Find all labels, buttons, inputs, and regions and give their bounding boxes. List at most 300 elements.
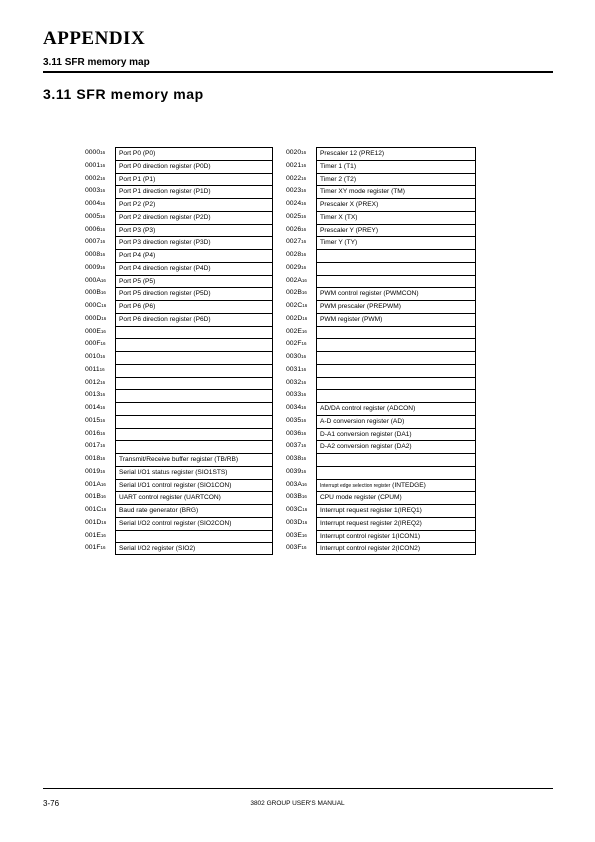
register-cell (115, 224, 273, 237)
address-hex-suffix: 16 (301, 430, 307, 436)
address-hex-suffix: 16 (100, 201, 106, 206)
address-label: 001016 (85, 353, 106, 360)
memory-map-row (286, 147, 476, 160)
address-label: 000816 (85, 251, 106, 258)
address-hex-suffix: 16 (301, 290, 307, 296)
memory-map-row (286, 211, 476, 224)
address-label: 003916 (286, 467, 307, 475)
register-cell (316, 300, 476, 313)
address-label: 003B16 (286, 493, 307, 501)
register-name: Baud rate generator (BRG) (119, 507, 199, 514)
address-hex-suffix: 16 (100, 328, 106, 334)
register-name: Prescaler Y (PREY) (320, 226, 379, 234)
address-hex-suffix: 16 (301, 468, 307, 474)
register-name: D-A2 conversion register (DA2) (320, 443, 412, 451)
address-hex-suffix: 16 (100, 213, 106, 219)
memory-map-row (286, 542, 476, 555)
register-name: Prescaler X (PREX) (320, 201, 379, 208)
memory-map-row (286, 364, 476, 377)
manual-title: 3802 GROUP USER'S MANUAL (250, 800, 345, 807)
address-label: 001516 (85, 416, 106, 424)
memory-map-row (286, 389, 476, 402)
memory-map-row (286, 491, 476, 504)
register-cell (115, 287, 273, 300)
address-label: 000916 (85, 263, 106, 271)
register-name: Port P3 (P3) (119, 226, 156, 234)
memory-map-row (85, 542, 273, 555)
address-hex-suffix: 16 (301, 545, 307, 551)
address-hex-suffix: 16 (302, 315, 308, 321)
memory-map-row (286, 160, 476, 173)
register-name: Timer XY mode register (TM) (320, 188, 406, 196)
register-cell (115, 440, 273, 453)
register-name: PWM prescaler (PREPWM) (320, 303, 401, 310)
address-label: 000316 (85, 187, 106, 195)
register-cell (115, 377, 273, 390)
address-label: 001716 (85, 442, 106, 450)
address-label: 001316 (85, 391, 106, 399)
memory-map-row (85, 491, 273, 504)
address-hex-suffix: 16 (100, 392, 106, 398)
memory-map-row (85, 504, 273, 517)
register-name: UART control register (UARTCON) (119, 494, 221, 502)
register-name-tail: (INTEDGE) (390, 481, 426, 489)
address-hex-suffix: 16 (100, 188, 106, 194)
register-cell (316, 364, 476, 377)
memory-map-row (286, 428, 476, 441)
register-cell (115, 198, 273, 211)
address-hex-suffix: 16 (101, 507, 107, 512)
address-label: 000A16 (85, 276, 106, 284)
address-hex-suffix: 16 (302, 303, 308, 308)
memory-map-row (286, 504, 476, 517)
register-cell (316, 249, 476, 262)
memory-map-row (85, 364, 273, 377)
appendix-heading: APPENDIX (43, 28, 146, 49)
memory-map-row (85, 389, 273, 402)
register-cell (316, 530, 476, 543)
address-label: 000F16 (85, 340, 106, 348)
register-name: Port P2 direction register (P2D) (119, 213, 211, 221)
address-label: 003A16 (286, 480, 307, 488)
register-cell (115, 185, 273, 198)
address-hex-suffix: 16 (301, 341, 307, 347)
register-name: Timer Y (TY) (320, 239, 358, 247)
address-label: 002816 (286, 251, 307, 258)
address-label: 001B16 (85, 493, 106, 501)
address-label: 000E16 (85, 327, 106, 335)
address-hex-suffix: 16 (301, 162, 307, 168)
address-label: 002916 (286, 263, 307, 271)
address-label: 002F16 (286, 340, 307, 348)
footer-divider (43, 788, 553, 789)
section-title: 3.11 SFR memory map (43, 86, 204, 102)
address-hex-suffix: 16 (101, 303, 107, 308)
memory-map-row (85, 275, 273, 288)
memory-map-row (286, 415, 476, 428)
register-cell (316, 173, 476, 186)
register-cell (316, 287, 476, 300)
register-name: Port P6 direction register (P6D) (119, 315, 211, 323)
memory-map-row (286, 326, 476, 339)
register-cell (316, 275, 476, 288)
address-label: 003E16 (286, 531, 307, 539)
memory-map-row (85, 453, 273, 466)
memory-map-row (85, 160, 273, 173)
address-hex-suffix: 16 (301, 175, 307, 181)
register-name: Timer 2 (T2) (320, 175, 357, 183)
address-label: 003116 (286, 365, 307, 373)
address-label: 000416 (85, 200, 106, 207)
register-cell (115, 479, 273, 492)
address-hex-suffix: 16 (301, 328, 307, 334)
memory-map-row (85, 211, 273, 224)
memory-map-row (286, 351, 476, 364)
address-label: 001116 (85, 365, 105, 373)
address-hex-suffix: 16 (301, 443, 307, 449)
address-label: 000B16 (85, 289, 106, 297)
register-cell (115, 389, 273, 402)
address-hex-suffix: 16 (100, 162, 106, 168)
address-hex-suffix: 16 (100, 430, 106, 436)
address-label: 003516 (286, 416, 307, 424)
register-name: Interrupt control register 1(ICON1) (320, 532, 421, 540)
register-cell (316, 338, 476, 351)
memory-map-row (85, 287, 273, 300)
address-label: 001916 (85, 467, 106, 475)
address-label: 001E16 (85, 531, 106, 539)
address-hex-suffix: 16 (301, 213, 307, 219)
memory-map-row (286, 287, 476, 300)
register-name: D-A1 conversion register (DA1) (320, 430, 412, 438)
address-hex-suffix: 16 (301, 150, 307, 155)
address-label: 003216 (286, 378, 307, 386)
address-hex-suffix: 16 (301, 366, 307, 372)
address-hex-suffix: 16 (301, 201, 307, 206)
memory-map-row (85, 415, 273, 428)
register-name: Interrupt request register 2(IREQ2) (320, 519, 422, 527)
register-name: Timer 1 (T1) (320, 162, 357, 170)
address-hex-suffix: 16 (101, 519, 107, 525)
register-cell (115, 351, 273, 364)
register-cell (316, 453, 476, 466)
address-hex-suffix: 16 (100, 239, 106, 245)
register-name: Serial I/O1 status register (SIO1STS) (119, 468, 228, 476)
address-label: 000016 (85, 149, 106, 156)
memory-map-row (85, 173, 273, 186)
address-hex-suffix: 16 (301, 239, 307, 245)
address-label: 000C16 (85, 302, 107, 309)
address-label: 001616 (85, 429, 106, 437)
address-hex-suffix: 16 (301, 188, 307, 194)
address-hex-suffix: 16 (301, 481, 307, 487)
memory-map-row (85, 530, 273, 543)
register-cell (316, 147, 476, 160)
register-cell (316, 428, 476, 441)
address-hex-suffix: 16 (100, 252, 106, 257)
register-cell (316, 262, 476, 275)
register-cell (115, 313, 273, 326)
register-cell (316, 402, 476, 415)
memory-map-row (85, 249, 273, 262)
address-label: 001D16 (85, 518, 107, 526)
memory-map-row (85, 440, 273, 453)
register-cell (316, 351, 476, 364)
register-name: Port P5 (P5) (119, 277, 156, 285)
register-name: Serial I/O1 control register (SIO1CON) (119, 481, 232, 489)
address-label: 003416 (286, 404, 307, 411)
memory-map-row (286, 185, 476, 198)
memory-map-row (286, 198, 476, 211)
address-label: 003316 (286, 391, 307, 399)
memory-map-row (85, 377, 273, 390)
memory-map-row (85, 402, 273, 415)
address-label: 001C16 (85, 506, 107, 513)
address-hex-suffix: 16 (100, 226, 106, 232)
register-cell (115, 504, 273, 517)
address-label: 002D16 (286, 314, 308, 322)
address-label: 002216 (286, 174, 307, 182)
address-label: 000616 (85, 225, 106, 233)
memory-map-row (286, 530, 476, 543)
address-hex-suffix: 16 (301, 456, 307, 461)
address-label: 003F16 (286, 544, 307, 552)
address-hex-suffix: 16 (302, 507, 308, 512)
address-hex-suffix: 16 (301, 277, 307, 283)
address-label: 002416 (286, 200, 307, 207)
address-hex-suffix: 16 (301, 379, 307, 385)
address-hex-suffix: 16 (301, 354, 307, 359)
register-cell (115, 517, 273, 530)
register-cell (115, 415, 273, 428)
register-cell (115, 173, 273, 186)
memory-map-row (85, 313, 273, 326)
address-hex-suffix: 16 (100, 379, 106, 385)
memory-map-row (286, 517, 476, 530)
memory-map-left-column (85, 147, 273, 555)
address-label: 000D16 (85, 314, 107, 322)
address-hex-suffix: 16 (100, 532, 106, 538)
address-label: 003616 (286, 429, 307, 437)
address-label: 002316 (286, 187, 307, 195)
memory-map-right-column (286, 147, 476, 555)
register-name: Transmit/Receive buffer register (TB/RB) (119, 456, 239, 463)
address-hex-suffix: 16 (301, 494, 307, 500)
address-hex-suffix: 16 (301, 532, 307, 538)
register-cell (115, 326, 273, 339)
address-label: 002B16 (286, 289, 307, 297)
address-label: 003716 (286, 442, 307, 450)
address-label: 003816 (286, 455, 307, 462)
address-label: 000116 (85, 161, 106, 169)
register-cell (316, 517, 476, 530)
page-number: 3-76 (43, 799, 60, 808)
address-label: 002016 (286, 149, 307, 156)
register-name: Port P3 direction register (P3D) (119, 239, 211, 247)
register-cell (316, 160, 476, 173)
address-label: 002A16 (286, 276, 307, 284)
memory-map-row (286, 262, 476, 275)
register-cell (115, 364, 273, 377)
address-hex-suffix: 16 (101, 315, 107, 321)
address-hex-suffix: 16 (100, 277, 106, 283)
register-cell (115, 453, 273, 466)
address-hex-suffix: 16 (100, 494, 106, 500)
memory-map-row (85, 300, 273, 313)
register-name: Port P4 direction register (P4D) (119, 264, 211, 272)
register-cell (316, 491, 476, 504)
address-label: 001216 (85, 378, 106, 386)
address-label: 001A16 (85, 480, 106, 488)
memory-map-row (286, 173, 476, 186)
address-label: 003C16 (286, 506, 308, 513)
register-cell (115, 275, 273, 288)
register-name: Interrupt control register 2(ICON2) (320, 545, 421, 553)
memory-map-row (85, 224, 273, 237)
register-cell (115, 491, 273, 504)
register-name: Port P0 direction register (P0D) (119, 162, 211, 170)
address-label: 000716 (85, 238, 106, 246)
address-hex-suffix: 16 (301, 392, 307, 398)
section-header-bar: 3.11 SFR memory map (43, 57, 553, 73)
address-label: 001816 (85, 455, 106, 462)
register-cell (115, 236, 273, 249)
register-name: CPU mode register (CPUM) (320, 494, 402, 502)
memory-map-row (286, 338, 476, 351)
register-name: Port P6 (P6) (119, 303, 156, 310)
memory-map-row (286, 275, 476, 288)
address-hex-suffix: 16 (100, 264, 106, 270)
memory-map-row (85, 198, 273, 211)
register-cell (115, 211, 273, 224)
register-cell (115, 338, 273, 351)
address-label: 001416 (85, 404, 106, 411)
address-label: 000516 (85, 212, 106, 220)
memory-map-row (286, 249, 476, 262)
register-cell (316, 313, 476, 326)
memory-map-row (85, 147, 273, 160)
address-label: 002616 (286, 225, 307, 233)
address-hex-suffix: 16 (100, 468, 106, 474)
address-hex-suffix: 16 (100, 405, 106, 410)
memory-map-row (85, 428, 273, 441)
memory-map-row (286, 466, 476, 479)
memory-map-row (286, 402, 476, 415)
memory-map-row (286, 440, 476, 453)
register-cell (115, 249, 273, 262)
register-name: A-D conversion register (AD) (320, 417, 405, 425)
address-hex-suffix: 16 (100, 290, 106, 296)
register-cell (316, 466, 476, 479)
register-cell (316, 377, 476, 390)
register-name: Serial I/O2 register (SIO2) (119, 545, 196, 553)
memory-map-row (286, 453, 476, 466)
register-cell (115, 160, 273, 173)
address-hex-suffix: 16 (302, 519, 308, 525)
register-cell (115, 147, 273, 160)
address-hex-suffix: 16 (100, 417, 106, 423)
memory-map-row (85, 185, 273, 198)
memory-map-row (85, 479, 273, 492)
address-hex-suffix: 16 (100, 443, 106, 449)
register-cell (316, 440, 476, 453)
address-label: 000216 (85, 174, 106, 182)
address-label: 002C16 (286, 302, 308, 309)
register-name: Prescaler 12 (PRE12) (320, 150, 385, 157)
memory-map-row (85, 466, 273, 479)
address-label: 002516 (286, 212, 307, 220)
memory-map-row (286, 313, 476, 326)
register-name: AD/DA control register (ADCON) (320, 405, 416, 412)
register-name: PWM register (PWM) (320, 315, 383, 323)
address-label: 003D16 (286, 518, 308, 526)
register-cell (115, 428, 273, 441)
memory-map-row (286, 377, 476, 390)
register-cell (316, 224, 476, 237)
address-hex-suffix: 16 (301, 405, 307, 410)
register-name: Timer X (TX) (320, 213, 358, 221)
address-label: 002716 (286, 238, 307, 246)
address-label: 002116 (286, 161, 307, 169)
register-cell (115, 402, 273, 415)
address-hex-suffix: 16 (100, 354, 106, 359)
memory-map-row (85, 517, 273, 530)
register-name: Serial I/O2 control register (SIO2CON) (119, 519, 232, 527)
address-hex-suffix: 16 (301, 252, 307, 257)
register-cell (115, 300, 273, 313)
address-hex-suffix: 16 (100, 341, 106, 347)
register-cell (316, 185, 476, 198)
register-cell (316, 504, 476, 517)
address-hex-suffix: 16 (100, 150, 106, 155)
register-cell (115, 262, 273, 275)
register-name: Port P0 (P0) (119, 150, 156, 157)
address-label: 003016 (286, 353, 307, 360)
register-cell (316, 198, 476, 211)
address-label: 002E16 (286, 327, 307, 335)
address-hex-suffix: 16 (301, 417, 307, 423)
memory-map-row (85, 326, 273, 339)
register-name: Port P4 (P4) (119, 252, 156, 259)
address-label: 001F16 (85, 544, 106, 552)
register-cell (316, 479, 476, 492)
memory-map-row (85, 236, 273, 249)
address-hex-suffix: 16 (100, 481, 106, 487)
memory-map-row (85, 262, 273, 275)
register-cell (115, 542, 273, 555)
address-hex-suffix: 16 (301, 264, 307, 270)
register-name: Interrupt request register 1(IREQ1) (320, 507, 422, 514)
register-cell (316, 236, 476, 249)
register-cell (316, 542, 476, 555)
register-name: Port P1 (P1) (119, 175, 156, 183)
address-hex-suffix: 16 (301, 226, 307, 232)
memory-map-row (286, 224, 476, 237)
address-hex-suffix: 16 (100, 175, 106, 181)
address-hex-suffix: 16 (100, 456, 106, 461)
register-cell (316, 415, 476, 428)
register-cell (115, 466, 273, 479)
register-name: Interrupt edge selection register (320, 482, 391, 489)
register-cell (316, 326, 476, 339)
memory-map-row (85, 351, 273, 364)
register-name: Port P5 direction register (P5D) (119, 290, 211, 298)
register-name: PWM control register (PWMCON) (320, 290, 419, 298)
memory-map-row (85, 338, 273, 351)
memory-map-row (286, 300, 476, 313)
memory-map-row (286, 479, 476, 492)
address-hex-suffix: 16 (99, 366, 105, 372)
